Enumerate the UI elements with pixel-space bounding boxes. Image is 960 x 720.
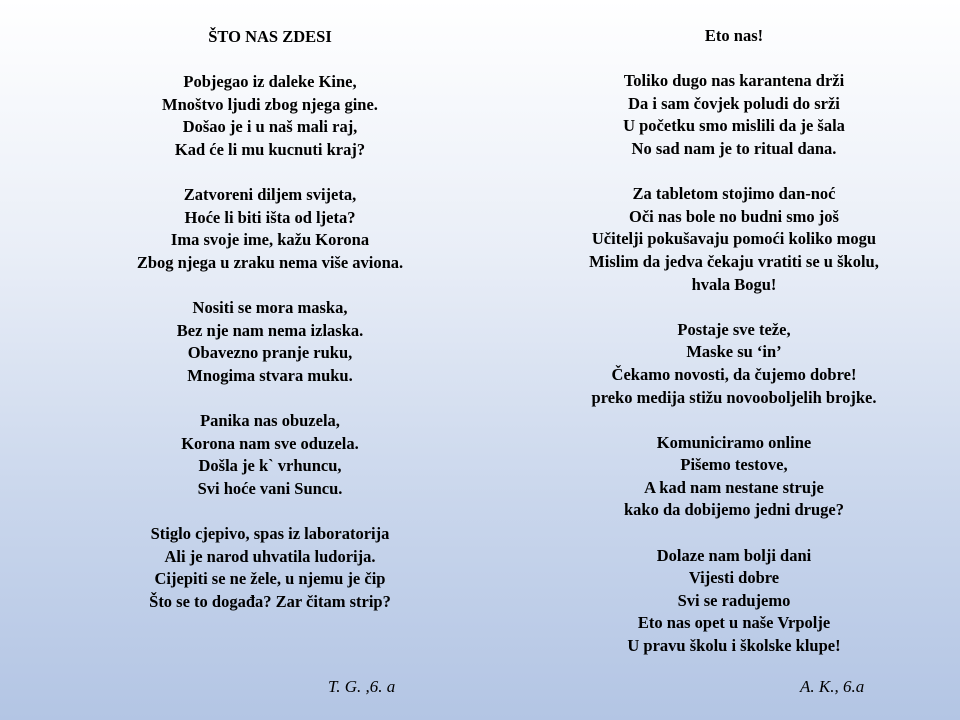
poem-line: Panika nas obuzela,	[200, 411, 340, 431]
poem-line: Došao je i u naš mali raj,	[182, 117, 358, 137]
poem-line: Nositi se mora maska,	[192, 298, 348, 318]
poem-line: Ima svoje ime, kažu Korona	[170, 230, 370, 250]
poem-line: Svi hoće vani Suncu.	[197, 478, 343, 498]
poem-line: Obavezno pranje ruku,	[187, 343, 353, 363]
poem-line: Učitelji pokušavaju pomoći koliko mogu	[591, 229, 877, 249]
poem-line: Vijesti dobre	[688, 568, 780, 588]
poem-line: Dolaze nam bolji dani	[656, 545, 812, 565]
poem-line: Mislim da jedva čekaju vratiti se u školu,	[589, 251, 879, 271]
left-poem-title: ŠTO NAS ZDESI	[208, 27, 332, 46]
poem-line: No sad nam je to ritual dana.	[631, 138, 837, 158]
poem-line: Zatvoreni diljem svijeta,	[183, 185, 357, 205]
poem-line: Stiglo cjepivo, spas iz laboratorija	[150, 524, 390, 544]
poem-line: Mnogima stvara muku.	[187, 365, 353, 385]
poem-line: Čekamo novosti, da čujemo dobre!	[611, 364, 857, 384]
right-poem-title: Eto nas!	[704, 26, 764, 45]
poem-line: Došla je k` vrhuncu,	[198, 456, 342, 476]
poem-line: U pravu školu i školske klupe!	[627, 636, 841, 656]
stanza	[548, 432, 920, 522]
right-poem	[548, 25, 920, 658]
stanza	[548, 319, 920, 409]
poem-line: Oči nas bole no budni smo još	[629, 206, 839, 226]
poem-line: Toliko dugo nas karantena drži	[623, 71, 845, 91]
poem-line: Pišemo testove,	[680, 455, 788, 475]
poem-line: Zbog njega u zraku nema više aviona.	[136, 252, 404, 272]
poem-line: Komuniciramo online	[656, 432, 812, 452]
poem-line: Hoće li biti išta od ljeta?	[184, 207, 356, 227]
poem-line: kako da dobijemo jedni druge?	[623, 500, 845, 520]
right-poem-stanzas	[548, 70, 920, 657]
stanza	[548, 545, 920, 658]
stanza	[548, 70, 920, 160]
left-poem-stanzas	[80, 71, 460, 613]
left-poem	[80, 26, 460, 613]
poem-line: preko medija stižu novooboljelih brojke.	[591, 387, 877, 407]
stanza	[80, 184, 460, 274]
poem-line: A kad nam nestane struje	[644, 477, 824, 497]
poem-line: Cijepiti se ne žele, u njemu je čip	[154, 569, 386, 589]
poem-line: Svi se radujemo	[677, 590, 791, 610]
stanza	[80, 410, 460, 500]
poem-line: Kad će li mu kucnuti kraj?	[174, 139, 366, 159]
poem-line: Eto nas opet u naše Vrpolje	[637, 613, 831, 633]
poem-line: Pobjegao iz daleke Kine,	[183, 72, 357, 92]
poem-line: Ali je narod uhvatila ludorija.	[164, 546, 376, 566]
right-poem-signature: A. K., 6.a	[800, 677, 865, 696]
poem-line: hvala Bogu!	[691, 274, 777, 294]
poem-line: Da i sam čovjek poludi do srži	[628, 93, 840, 113]
poem-line: Što se to događa? Zar čitam strip?	[149, 591, 391, 611]
poem-line: Postaje sve teže,	[677, 319, 791, 339]
left-poem-signature: T. G. ,6. a	[328, 677, 396, 696]
poem-line: Bez nje nam nema izlaska.	[176, 320, 364, 340]
poem-line: Korona nam sve oduzela.	[181, 433, 359, 453]
poem-line: U početku smo mislili da je šala	[623, 116, 845, 136]
poem-line: Za tabletom stojimo dan-noć	[632, 184, 836, 204]
poem-line: Mnoštvo ljudi zbog njega gine.	[162, 94, 378, 114]
poem-line: Maske su ‘in’	[686, 342, 782, 362]
stanza	[80, 297, 460, 387]
stanza	[548, 183, 920, 296]
stanza	[80, 523, 460, 613]
stanza	[80, 71, 460, 161]
